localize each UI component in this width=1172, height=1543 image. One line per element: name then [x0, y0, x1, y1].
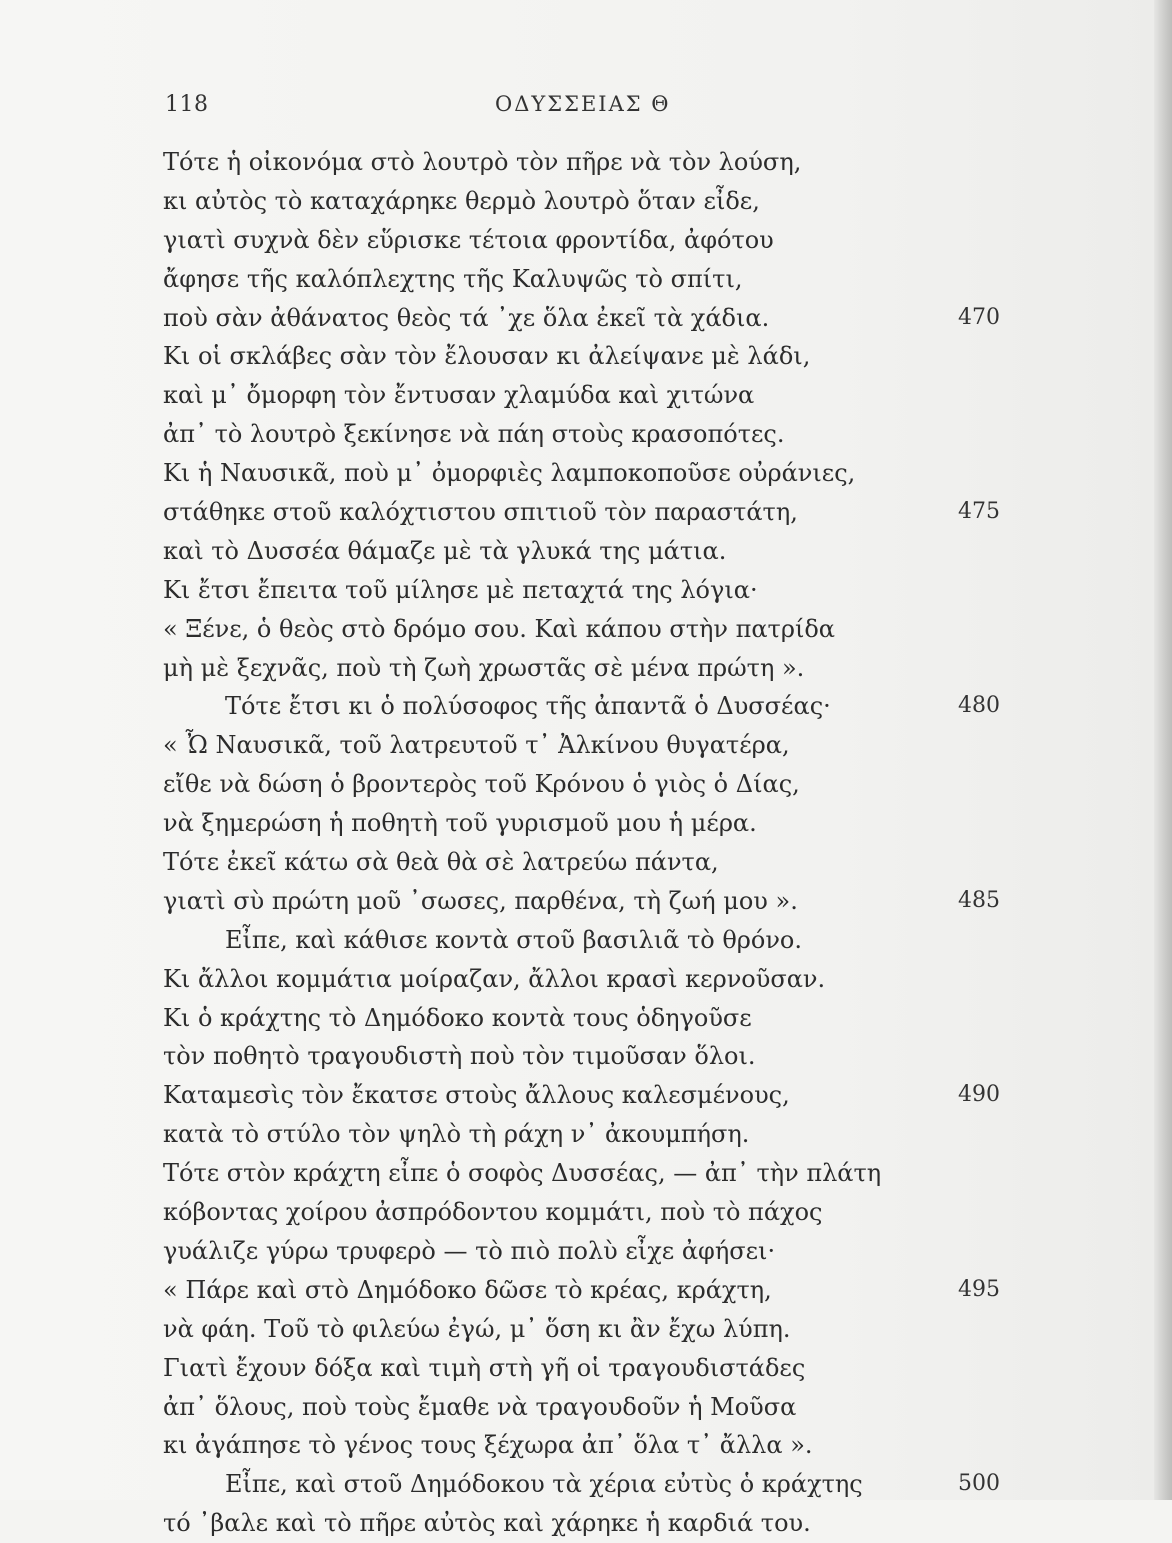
- verse-line: [163, 843, 1023, 882]
- verse-line: [163, 532, 1023, 571]
- verse-text: Κι ὁ κράχτης τὸ Δημόδοκο κοντὰ τους ὁδηγοῦσε: [163, 1003, 752, 1032]
- verse-text: στάθηκε στοῦ καλόχτιστου σπιτιοῦ τὸν παραστάτη,: [163, 498, 798, 527]
- verse-text: Εἶπε, καὶ στοῦ Δημόδοκου τὰ χέρια εὐτὺς ὁ κράχτης: [225, 1470, 863, 1499]
- verse-line: [163, 143, 1023, 182]
- verse-line: [163, 1504, 1023, 1543]
- verse-text: κόβοντας χοίρου ἀσπρόδοντου κομμάτι, ποὺ τὸ πάχος: [163, 1198, 823, 1227]
- line-number: 500: [958, 1471, 1000, 1497]
- verse-line: [163, 1076, 1023, 1115]
- verse-text: Κι ἄλλοι κομμάτια μοίραζαν, ἄλλοι κρασὶ κερνοῦσαν.: [163, 964, 826, 993]
- line-number: 475: [958, 499, 1000, 525]
- verse-line: [163, 921, 1023, 960]
- verse-text: Γιατὶ ἔχουν δόξα καὶ τιμὴ στὴ γῆ οἱ τραγουδιστάδες: [163, 1353, 806, 1382]
- verse-text: κατὰ τὸ στύλο τὸν ψηλὸ τὴ ράχη ν᾽ ἀκουμπήση.: [163, 1120, 750, 1149]
- page-number: 118: [165, 92, 209, 117]
- line-number: 480: [958, 693, 1000, 719]
- verse-line: [163, 687, 1023, 726]
- verse-line: [163, 1388, 1023, 1427]
- verse-text: ἀπ᾽ ὅλους, ποὺ τοὺς ἔμαθε νὰ τραγουδοῦν ἡ Μοῦσα: [163, 1392, 797, 1421]
- verse-line: [163, 1193, 1023, 1232]
- line-number: 470: [958, 304, 1000, 330]
- verse-text: ποὺ σὰν ἀθάνατος θεὸς τά ᾽χε ὅλα ἐκεῖ τὰ χάδια.: [163, 303, 770, 332]
- verse-line: [163, 882, 1023, 921]
- verse-text: γιατὶ συχνὰ δὲν εὕρισκε τέτοια φροντίδα, ἀφότου: [163, 225, 774, 254]
- line-number: 495: [958, 1276, 1000, 1302]
- verse-line: [163, 221, 1023, 260]
- verse-text: κι αὐτὸς τὸ καταχάρηκε θερμὸ λουτρὸ ὅταν εἶδε,: [163, 186, 760, 215]
- verse-line: [163, 299, 1023, 338]
- verse-line: [163, 1115, 1023, 1154]
- verse-line: [163, 1465, 1023, 1504]
- verse-line: [163, 1154, 1023, 1193]
- verse-text: νὰ ξημερώση ἡ ποθητὴ τοῦ γυρισμοῦ μου ἡ μέρα.: [163, 809, 757, 838]
- verse-text: μὴ μὲ ξεχνᾶς, ποὺ τὴ ζωὴ χρωστᾶς σὲ μένα πρώτη ».: [163, 653, 805, 682]
- verse-line: [163, 571, 1023, 610]
- verse-line: [163, 1310, 1023, 1349]
- verse-line: [163, 804, 1023, 843]
- verse-text: γυάλιζε γύρω τρυφερὸ — τὸ πιὸ πολὺ εἶχε ἀφήσει·: [163, 1236, 776, 1265]
- verse-line: [163, 610, 1023, 649]
- verse-text: « Ξένε, ὁ θεὸς στὸ δρόμο σου. Καὶ κάπου στὴν πατρίδα: [163, 614, 836, 643]
- verse-line: [163, 337, 1023, 376]
- verse-text: ἄφησε τῆς καλόπλεχτης τῆς Καλυψῶς τὸ σπίτι,: [163, 264, 743, 293]
- verse-line: [163, 415, 1023, 454]
- verse-text: « Ὦ Ναυσικᾶ, τοῦ λατρευτοῦ τ᾽ Ἀλκίνου θυγατέρα,: [163, 731, 790, 760]
- page-header: [165, 92, 1015, 122]
- verse-text: εἴθε νὰ δώση ὁ βροντερὸς τοῦ Κρόνου ὁ γιὸς ὁ Δίας,: [163, 770, 800, 799]
- verse-line: [163, 1037, 1023, 1076]
- verse-line: [163, 1426, 1023, 1465]
- line-number: 485: [958, 887, 1000, 913]
- verse-line: [163, 260, 1023, 299]
- verse-text: τὸν ποθητὸ τραγουδιστὴ ποὺ τὸν τιμοῦσαν ὅλοι.: [163, 1042, 756, 1071]
- verse-text: Τότε ἡ οἰκονόμα στὸ λουτρὸ τὸν πῆρε νὰ τὸν λούση,: [163, 148, 802, 176]
- verse-text: Κι ἡ Ναυσικᾶ, ποὺ μ᾽ ὀμορφιὲς λαμποκοποῦσε οὐράνιες,: [163, 459, 856, 488]
- verse-line: [163, 765, 1023, 804]
- verse-line: [163, 376, 1023, 415]
- verse-line: [163, 1349, 1023, 1388]
- verse-text: Τότε ἔτσι κι ὁ πολύσοφος τῆς ἀπαντᾶ ὁ Δυσσέας·: [225, 692, 831, 721]
- verse-line: [163, 454, 1023, 493]
- verse-text: νὰ φάη. Τοῦ τὸ φιλεύω ἐγώ, μ᾽ ὅση κι ἂν ἔχω λύπη.: [163, 1314, 791, 1343]
- verse-text: Τότε στὸν κράχτη εἶπε ὁ σοφὸς Δυσσέας, — ἀπ᾽ τὴν πλάτη: [163, 1159, 882, 1188]
- verse-line: [163, 960, 1023, 999]
- verse-line: [163, 182, 1023, 221]
- verse-line: [163, 493, 1023, 532]
- verse-text: ἀπ᾽ τὸ λουτρὸ ξεκίνησε νὰ πάη στοὺς κρασοπότες.: [163, 420, 785, 449]
- running-title: ΟΔΥΣΣΕΙΑΣ Θ: [495, 92, 671, 116]
- verse-text: Κι οἱ σκλάβες σὰν τὸν ἔλουσαν κι ἀλείψανε μὲ λάδι,: [163, 342, 811, 371]
- poem-text: [163, 143, 1023, 1543]
- page-edge-shadow: [1154, 0, 1172, 1500]
- verse-text: Καταμεσὶς τὸν ἔκατσε στοὺς ἄλλους καλεσμένους,: [163, 1081, 790, 1110]
- verse-line: [163, 999, 1023, 1038]
- verse-line: [163, 1232, 1023, 1271]
- verse-line: [163, 649, 1023, 688]
- verse-text: γιατὶ σὺ πρώτη μοῦ ᾽σωσες, παρθένα, τὴ ζωή μου ».: [163, 886, 798, 915]
- verse-text: Τότε ἐκεῖ κάτω σὰ θεὰ θὰ σὲ λατρεύω πάντα,: [163, 848, 719, 877]
- line-number: 490: [958, 1082, 1000, 1108]
- verse-text: τό ᾽βαλε καὶ τὸ πῆρε αὐτὸς καὶ χάρηκε ἡ καρδιά του.: [163, 1509, 811, 1538]
- verse-text: καὶ μ᾽ ὄμορφη τὸν ἔντυσαν χλαμύδα καὶ χιτώνα: [163, 381, 755, 410]
- verse-text: « Πάρε καὶ στὸ Δημόδοκο δῶσε τὸ κρέας, κράχτη,: [163, 1275, 772, 1304]
- verse-text: Κι ἔτσι ἔπειτα τοῦ μίλησε μὲ πεταχτά της λόγια·: [163, 575, 758, 604]
- verse-line: [163, 726, 1023, 765]
- verse-line: [163, 1271, 1023, 1310]
- verse-text: κι ἀγάπησε τὸ γένος τους ξέχωρα ἀπ᾽ ὅλα τ᾽ ἄλλα ».: [163, 1431, 813, 1460]
- verse-text: Εἶπε, καὶ κάθισε κοντὰ στοῦ βασιλιᾶ τὸ θρόνο.: [225, 925, 802, 954]
- verse-text: καὶ τὸ Δυσσέα θάμαζε μὲ τὰ γλυκά της μάτια.: [163, 536, 727, 565]
